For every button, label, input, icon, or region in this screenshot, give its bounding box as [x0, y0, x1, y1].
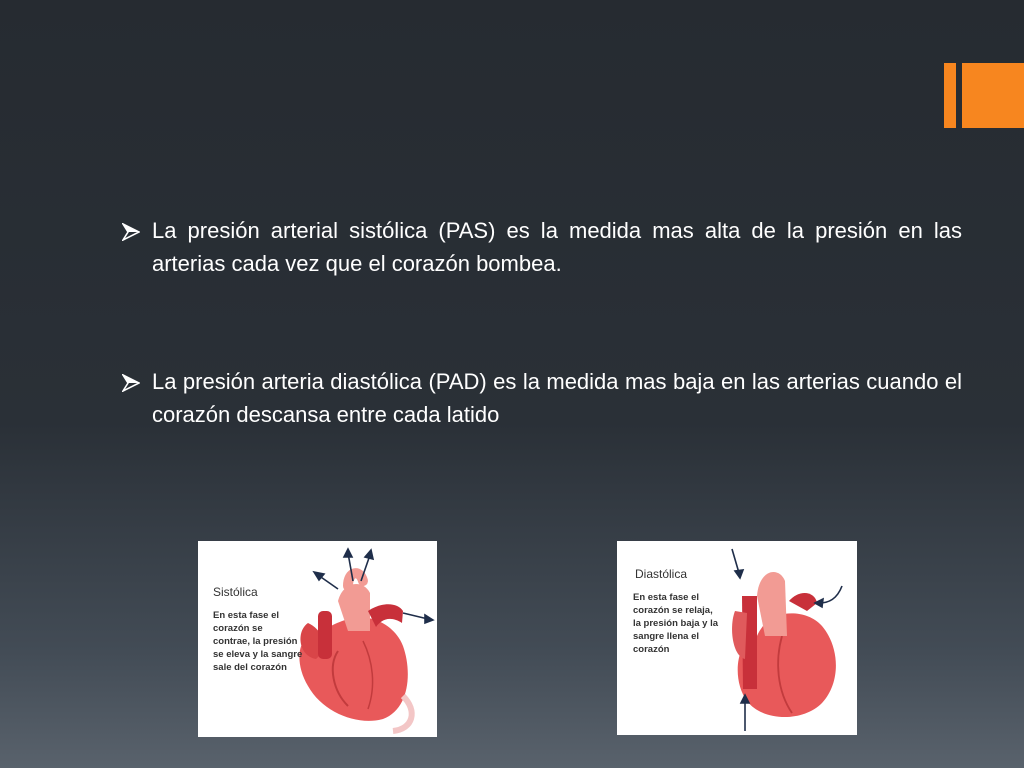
diastolic-heading: Diastólica — [635, 567, 688, 581]
diastolic-description: En esta fase el corazón se relaja, la presión baja y la sangre llena el corazón — [633, 592, 719, 655]
bullet-text: La presión arteria diastólica (PAD) es la medida mas baja en las arterias cuando el corazón descansa entre cada latido — [152, 369, 962, 427]
systolic-heart-figure — [198, 541, 437, 737]
systolic-heading: Sistólica — [213, 585, 258, 599]
bullet-item-systolic — [120, 214, 962, 280]
diastolic-heart-figure — [617, 541, 857, 735]
systolic-description: En esta fase el corazón se contrae, la presión se eleva y la sangre sale del corazón — [213, 610, 303, 673]
bullet-text: La presión arterial sistólica (PAS) es la medida mas alta de la presión en las arterias cada vez que el corazón bombea. — [152, 218, 962, 276]
arrow-right-icon — [122, 374, 140, 392]
bullet-item-diastolic — [120, 365, 962, 431]
arrow-right-icon — [122, 223, 140, 241]
bullet-list — [120, 214, 962, 431]
accent-block — [962, 63, 1024, 128]
